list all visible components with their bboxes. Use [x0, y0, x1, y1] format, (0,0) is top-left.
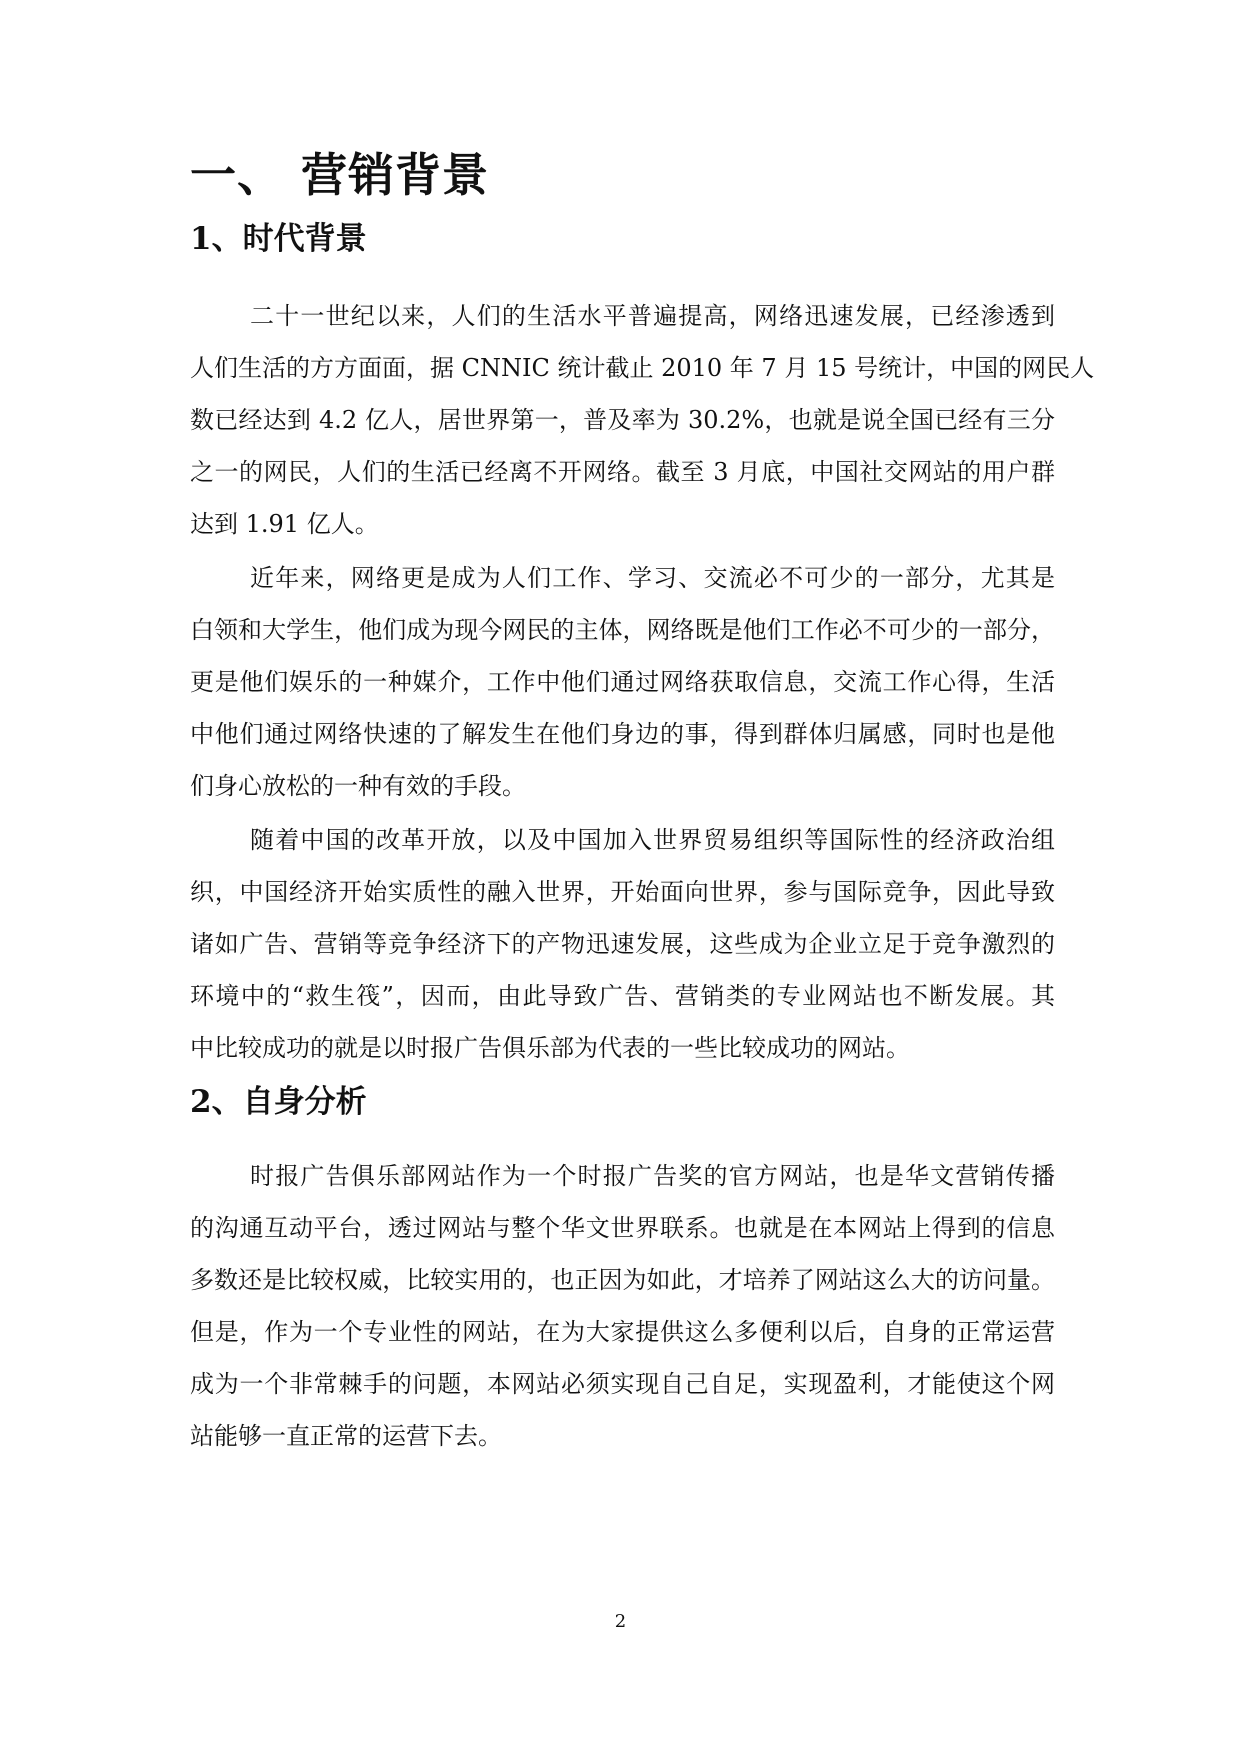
- paragraph-line: 二十一世纪以来，人们的生活水平普遍提高，网络迅速发展，已经渗透到: [250, 302, 1055, 330]
- section-heading-2: 2、自身分析: [190, 1084, 367, 1120]
- paragraph-line: 达到 1.91 亿人。: [190, 510, 379, 538]
- paragraph-line: 白领和大学生，他们成为现今网民的主体，网络既是他们工作必不可少的一部分，: [190, 616, 1055, 644]
- paragraph-line: 成为一个非常棘手的问题，本网站必须实现自己自足，实现盈利，才能使这个网: [190, 1370, 1055, 1398]
- paragraph-line: 环境中的“救生筏”，因而，由此导致广告、营销类的专业网站也不断发展。其: [190, 982, 1055, 1010]
- paragraph-line: 们身心放松的一种有效的手段。: [190, 772, 526, 800]
- paragraph-line: 站能够一直正常的运营下去。: [190, 1422, 502, 1450]
- paragraph-line: 中比较成功的就是以时报广告俱乐部为代表的一些比较成功的网站。: [190, 1034, 910, 1062]
- paragraph-2-1: [190, 1150, 1055, 1462]
- page-number: 2: [614, 1611, 627, 1632]
- paragraph-line: 数已经达到 4.2 亿人，居世界第一，普及率为 30.2%，也就是说全国已经有三分: [190, 406, 1055, 434]
- paragraph-line: 诸如广告、营销等竞争经济下的产物迅速发展，这些成为企业立足于竞争激烈的: [190, 930, 1055, 958]
- page-title: 一、 营销背景: [190, 148, 490, 202]
- paragraph-line: 时报广告俱乐部网站作为一个时报广告奖的官方网站，也是华文营销传播: [250, 1162, 1055, 1190]
- paragraph-line: 多数还是比较权威，比较实用的，也正因为如此，才培养了网站这么大的访问量。: [190, 1266, 1055, 1294]
- paragraph-1-2: [190, 552, 1055, 812]
- paragraph-line: 人们生活的方方面面，据 CNNIC 统计截止 2010 年 7 月 15 号统计，中国的网民人: [190, 354, 1095, 382]
- paragraph-line: 随着中国的改革开放，以及中国加入世界贸易组织等国际性的经济政治组: [250, 826, 1055, 854]
- paragraph-line: 织，中国经济开始实质性的融入世界，开始面向世界，参与国际竞争，因此导致: [190, 878, 1055, 906]
- section-heading-1: 1、时代背景: [190, 221, 367, 257]
- paragraph-line: 中他们通过网络快速的了解发生在他们身边的事，得到群体归属感，同时也是他: [190, 720, 1055, 748]
- paragraph-line: 但是，作为一个专业性的网站，在为大家提供这么多便利以后，自身的正常运营: [190, 1318, 1055, 1346]
- paragraph-line: 之一的网民，人们的生活已经离不开网络。截至 3 月底，中国社交网站的用户群: [190, 458, 1055, 486]
- paragraph-line: 的沟通互动平台，透过网站与整个华文世界联系。也就是在本网站上得到的信息: [190, 1214, 1055, 1242]
- paragraph-line: 更是他们娱乐的一种媒介，工作中他们通过网络获取信息，交流工作心得，生活: [190, 668, 1055, 696]
- paragraph-line: 近年来，网络更是成为人们工作、学习、交流必不可少的一部分，尤其是: [250, 564, 1055, 592]
- paragraph-1-1: [190, 290, 1095, 550]
- paragraph-1-3: [190, 814, 1055, 1074]
